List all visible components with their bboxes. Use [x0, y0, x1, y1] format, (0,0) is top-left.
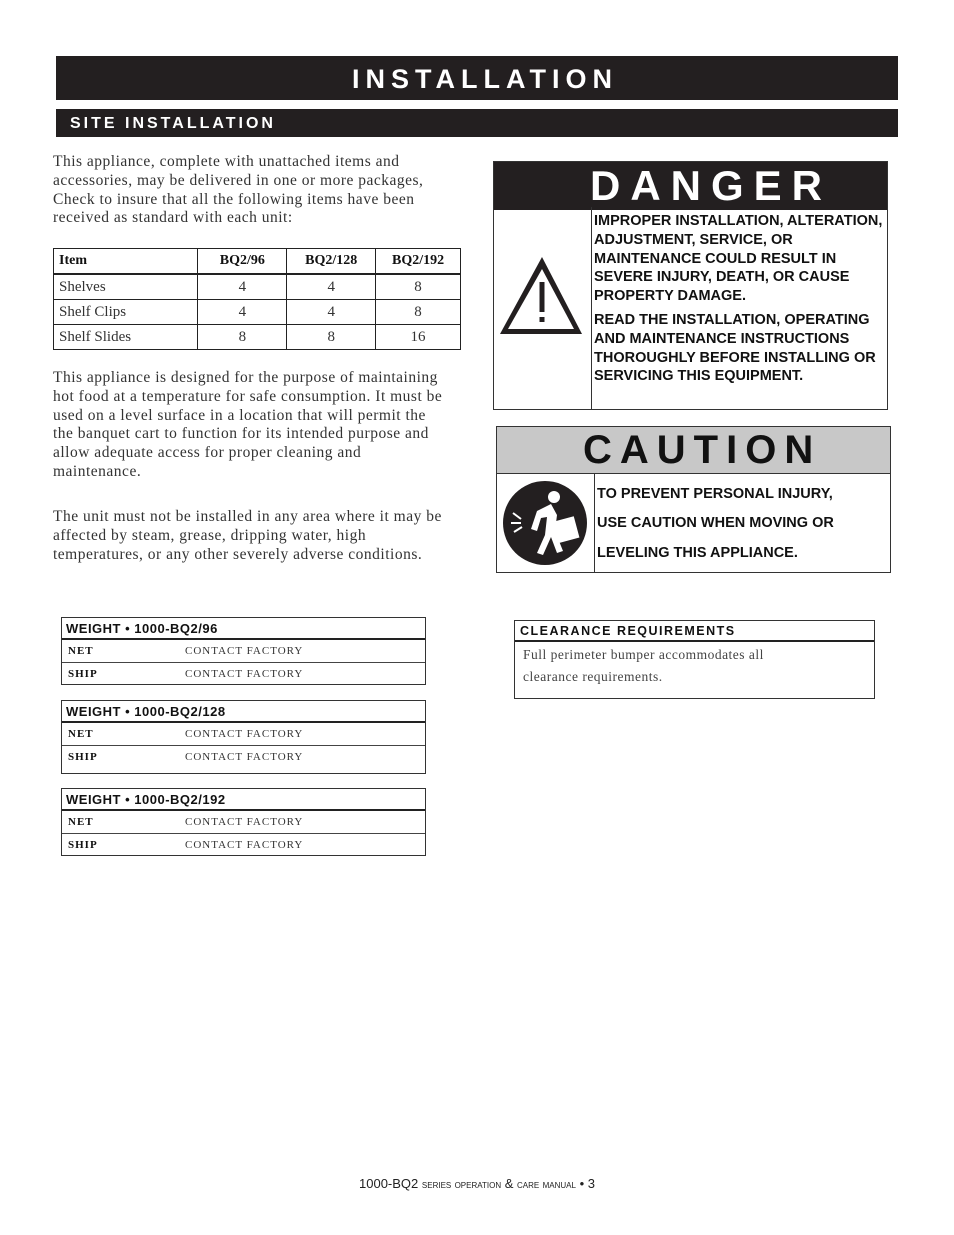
- table-row: [54, 325, 461, 350]
- header-cell: BQ2/96: [198, 249, 287, 275]
- table-cell: 4: [198, 274, 287, 300]
- table-row: [54, 300, 461, 325]
- footer-care: care manual: [517, 1177, 576, 1191]
- table-cell: 4: [287, 274, 376, 300]
- clearance-line-1: Full perimeter bumper accommodates all: [523, 647, 764, 662]
- weight-value: CONTACT FACTORY: [185, 728, 304, 740]
- warning-triangle-icon: [494, 207, 590, 407]
- weight-label: NET: [68, 645, 94, 657]
- header-cell: Item: [54, 249, 198, 275]
- clearance-box: [514, 620, 875, 699]
- items-table: [53, 248, 461, 350]
- danger-warning-1: IMPROPER INSTALLATION, ALTERATION, ADJUSTMENT, SERVICE, OR MAINTENANCE COULD RESULT IN SEVERE INJURY, DEATH, OR CAUSE PROPERTY DAMAGE.: [594, 213, 883, 305]
- footer-model: 1000-BQ2: [359, 1176, 419, 1191]
- danger-icon-cell: [494, 207, 592, 409]
- weight-value: CONTACT FACTORY: [185, 645, 304, 657]
- caution-line-2: USE CAUTION WHEN MOVING OR: [597, 515, 834, 531]
- caution-title: CAUTION: [497, 427, 890, 474]
- weight-title: WEIGHT • 1000-BQ2/192: [62, 789, 425, 811]
- purpose-text: This appliance is designed for the purpose of maintaining hot food at a temperature for safe consumption. It must be used on a level surface in a location that will permit the the banquet cart to function for its intended purpose and allow adequate access for proper cleaning and maintenance.: [53, 369, 443, 480]
- footer-amp: &: [504, 1176, 514, 1191]
- weight-value: CONTACT FACTORY: [185, 816, 304, 828]
- table-cell: 16: [376, 325, 461, 350]
- page-number: • 3: [579, 1176, 595, 1191]
- table-row: [54, 274, 461, 300]
- weight-value: CONTACT FACTORY: [185, 668, 304, 680]
- clearance-title: CLEARANCE REQUIREMENTS: [515, 621, 874, 642]
- lifting-injury-icon: [497, 473, 593, 572]
- weight-label: SHIP: [68, 839, 98, 851]
- weight-label: NET: [68, 816, 94, 828]
- footer-series: series operation: [421, 1177, 502, 1191]
- weight-row-net: [62, 640, 425, 662]
- weight-label: SHIP: [68, 668, 98, 680]
- weight-title: WEIGHT • 1000-BQ2/96: [62, 618, 425, 640]
- danger-box: [493, 161, 888, 410]
- intro-text: This appliance, complete with unattached items and accessories, may be delivered in one or more packages, Check to insure that all the following items have been received as standard with each unit:: [53, 153, 424, 227]
- table-cell: Shelves: [54, 274, 198, 300]
- caution-line-1: TO PREVENT PERSONAL INJURY,: [597, 486, 833, 502]
- table-header-row: [54, 249, 461, 275]
- page-title: INSTALLATION: [56, 56, 898, 100]
- danger-title: DANGER: [494, 162, 887, 210]
- weight-row-net: [62, 811, 425, 833]
- weight-box-bq2-96: [61, 617, 426, 685]
- table-cell: 8: [376, 274, 461, 300]
- table-cell: 8: [376, 300, 461, 325]
- table-cell: 4: [198, 300, 287, 325]
- header-cell: BQ2/128: [287, 249, 376, 275]
- weight-label: NET: [68, 728, 94, 740]
- weight-box-bq2-128: [61, 700, 426, 774]
- caution-icon-cell: [497, 473, 595, 572]
- danger-warning-2: READ THE INSTALLATION, OPERATING AND MAINTENANCE INSTRUCTIONS THOROUGHLY BEFORE INSTALLING OR SERVICING THIS EQUIPMENT.: [594, 312, 876, 385]
- weight-value: CONTACT FACTORY: [185, 751, 304, 763]
- weight-row-net: [62, 723, 425, 745]
- weight-box-bq2-192: [61, 788, 426, 856]
- clearance-line-2: clearance requirements.: [523, 669, 663, 684]
- table-cell: 4: [287, 300, 376, 325]
- weight-label: SHIP: [68, 751, 98, 763]
- weight-title: WEIGHT • 1000-BQ2/128: [62, 701, 425, 723]
- section-title: SITE INSTALLATION: [56, 109, 898, 137]
- header-cell: BQ2/192: [376, 249, 461, 275]
- page-footer: [0, 1176, 954, 1191]
- table-cell: Shelf Clips: [54, 300, 198, 325]
- weight-value: CONTACT FACTORY: [185, 839, 304, 851]
- weight-row-ship: [62, 745, 425, 768]
- caution-box: [496, 426, 891, 573]
- weight-row-ship: [62, 662, 425, 685]
- weight-row-ship: [62, 833, 425, 856]
- caution-line-3: LEVELING THIS APPLIANCE.: [597, 545, 798, 561]
- restriction-text: The unit must not be installed in any area where it may be affected by steam, grease, dripping water, high temperatures, or any other severely adverse conditions.: [53, 508, 442, 563]
- table-cell: 8: [198, 325, 287, 350]
- table-cell: 8: [287, 325, 376, 350]
- table-cell: Shelf Slides: [54, 325, 198, 350]
